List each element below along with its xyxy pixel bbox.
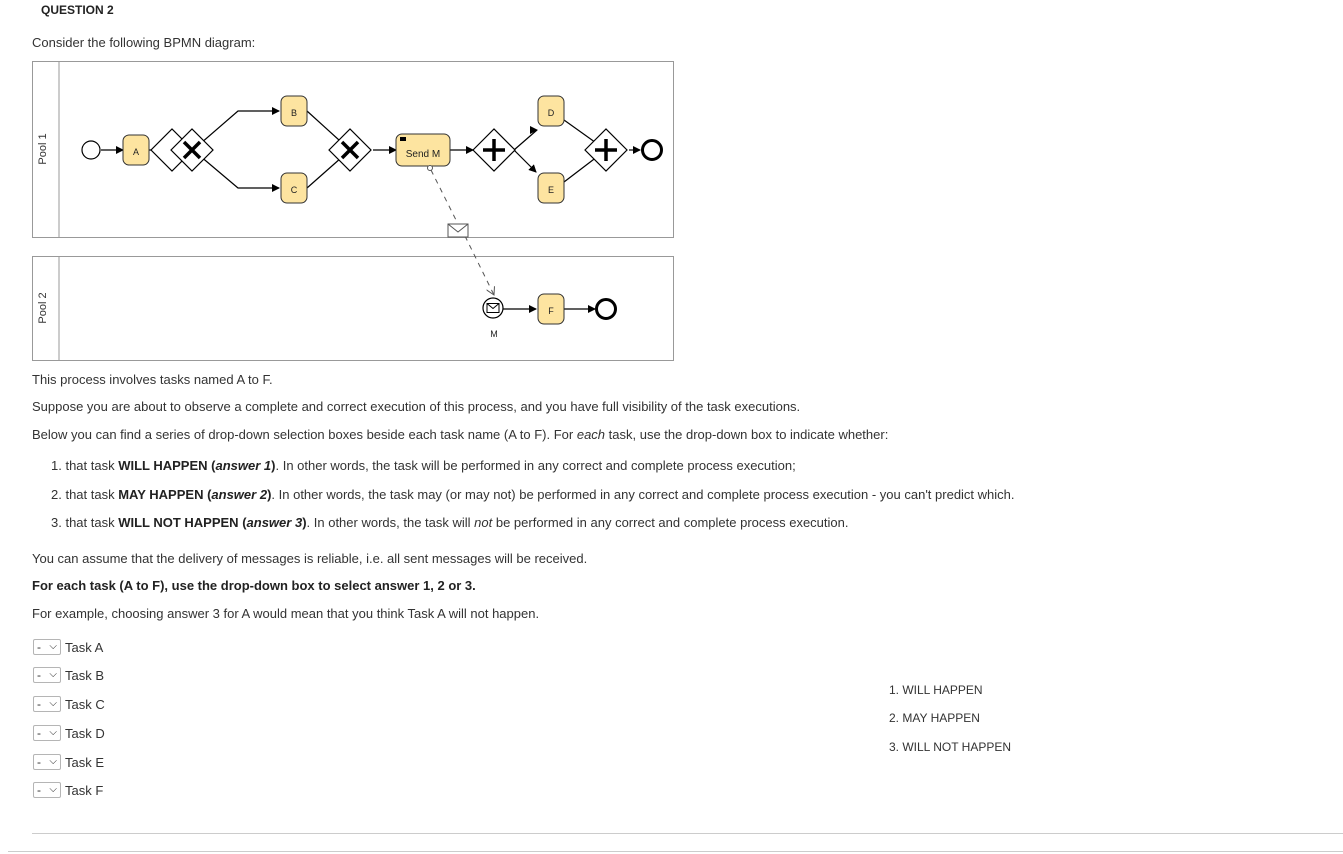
task-e-select[interactable] xyxy=(33,754,61,770)
body-paragraph-3 xyxy=(32,427,888,442)
legend-item-1: 1. WILL HAPPEN xyxy=(889,683,983,697)
start-event-icon xyxy=(82,141,100,159)
cond-paren: ) xyxy=(271,458,276,473)
cond-text: . In other words, the task will be performed in any correct and complete process execution; xyxy=(275,458,796,473)
task-f-label: Task F xyxy=(65,782,104,798)
task-d-label: Task D xyxy=(65,725,105,741)
task-f-select-row xyxy=(33,779,103,801)
task-a-select[interactable] xyxy=(33,639,61,655)
end-event-pool-2-icon xyxy=(597,300,616,319)
task-send-m xyxy=(396,134,450,166)
cond-text: . In other words, the task may (or may not) be performed in any correct and complete process execution - you can't predict which. xyxy=(271,487,1015,502)
task-b-select-row xyxy=(33,664,104,686)
task-d-select[interactable] xyxy=(33,725,61,741)
task-e-label: E xyxy=(547,185,555,195)
legend-item-2: 2. MAY HAPPEN xyxy=(889,711,980,725)
task-c-label: C xyxy=(290,185,298,195)
task-d-label: D xyxy=(547,108,555,118)
task-a xyxy=(123,135,149,165)
end-event-icon xyxy=(643,141,662,160)
divider xyxy=(8,851,1343,852)
condition-3 xyxy=(51,515,848,530)
cond-bold: WILL NOT HAPPEN xyxy=(118,515,239,530)
send-task-marker-icon xyxy=(400,137,406,141)
task-f-select[interactable] xyxy=(33,782,61,798)
task-e-label: Task E xyxy=(65,754,105,770)
task-a-label: Task A xyxy=(65,639,104,655)
cond-paren: ( xyxy=(238,515,247,530)
legend-item-3: 3. WILL NOT HAPPEN xyxy=(889,740,1012,754)
body-paragraph-1: This process involves tasks named A to F. xyxy=(32,372,273,387)
task-c xyxy=(281,173,307,203)
message-envelope-icon xyxy=(448,224,468,237)
task-b-label: Task B xyxy=(65,667,105,683)
cond-text: 1. that task xyxy=(51,458,119,473)
task-c-select[interactable] xyxy=(33,696,61,712)
cond-bold: MAY HAPPEN xyxy=(118,487,204,502)
message-start-event-icon xyxy=(483,298,503,318)
cond-text: . In other words, the task will xyxy=(306,515,475,530)
task-b-label: B xyxy=(290,108,298,118)
cond-paren: ) xyxy=(267,487,272,502)
question-intro: Consider the following BPMN diagram: xyxy=(32,35,256,50)
task-f-label: F xyxy=(548,306,554,316)
select-value: - xyxy=(37,668,41,682)
instruction-text: For each task (A to F), use the drop-down box to select answer 1, 2 or 3. xyxy=(32,578,476,593)
cond-answer: answer 1 xyxy=(215,458,272,473)
chevron-down-icon: ⌵ xyxy=(49,669,57,680)
task-c-select-row xyxy=(33,693,105,715)
pool-1-label: Pool 1 xyxy=(37,133,49,165)
body-paragraph-2: Suppose you are about to observe a complete and correct execution of this process, and you have full visibility of the task executions. xyxy=(32,399,801,414)
cond-emphasis: not xyxy=(474,515,493,530)
task-b-select[interactable] xyxy=(33,667,61,683)
cond-paren: ( xyxy=(203,487,212,502)
message-event-label: M xyxy=(490,329,498,339)
pool-2-label: Pool 2 xyxy=(37,292,49,324)
p3-text-end: task, use the drop-down box to indicate whether: xyxy=(605,427,889,442)
cond-paren: ( xyxy=(207,458,216,473)
select-value: - xyxy=(37,697,41,711)
select-value: - xyxy=(37,640,41,654)
cond-text: 2. that task xyxy=(51,487,119,502)
chevron-down-icon: ⌵ xyxy=(49,641,57,652)
task-f xyxy=(538,294,564,324)
task-e xyxy=(538,173,564,203)
chevron-down-icon: ⌵ xyxy=(49,756,57,767)
chevron-down-icon: ⌵ xyxy=(49,784,57,795)
body-paragraph-6: For example, choosing answer 3 for A would mean that you think Task A will not happen. xyxy=(32,606,540,621)
p3-emphasis: each xyxy=(576,427,606,442)
cond-text-end: be performed in any correct and complete process execution. xyxy=(492,515,849,530)
task-d-select-row xyxy=(33,722,105,744)
body-paragraph-4: You can assume that the delivery of messages is reliable, i.e. all sent messages will be received. xyxy=(32,551,588,566)
select-value: - xyxy=(37,783,41,797)
task-d xyxy=(538,96,564,126)
task-a-select-row xyxy=(33,636,103,658)
body-instruction xyxy=(32,578,476,593)
task-send-m-label: Send M xyxy=(405,149,441,160)
select-value: - xyxy=(37,726,41,740)
bpmn-diagram xyxy=(32,60,677,365)
p3-text: Below you can find a series of drop-down selection boxes beside each task name (A to F). For xyxy=(32,427,577,442)
select-value: - xyxy=(37,755,41,769)
cond-bold: WILL HAPPEN xyxy=(118,458,208,473)
chevron-down-icon: ⌵ xyxy=(49,727,57,738)
task-c-label: Task C xyxy=(65,696,105,712)
cond-answer: answer 3 xyxy=(246,515,303,530)
divider xyxy=(32,833,1343,834)
chevron-down-icon: ⌵ xyxy=(49,698,57,709)
cond-answer: answer 2 xyxy=(211,487,268,502)
condition-1 xyxy=(51,458,796,473)
cond-paren: ) xyxy=(302,515,307,530)
condition-2 xyxy=(51,487,1015,502)
task-a-label: A xyxy=(132,147,140,157)
task-e-select-row xyxy=(33,751,104,773)
cond-text: 3. that task xyxy=(51,515,119,530)
question-title: QUESTION 2 xyxy=(41,3,114,17)
task-b xyxy=(281,96,307,126)
